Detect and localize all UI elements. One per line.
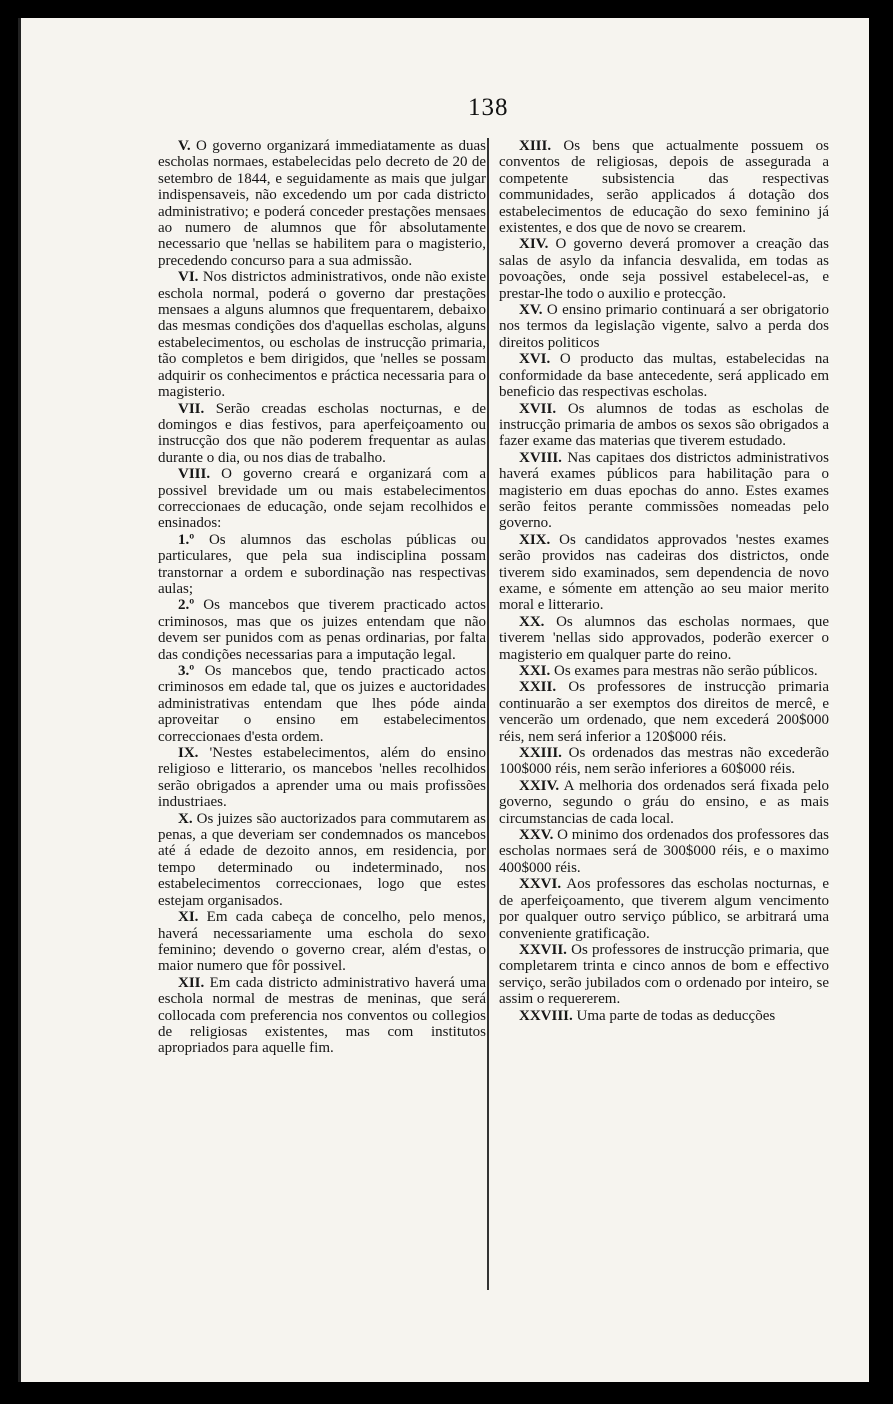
paragraph	[158, 269, 486, 400]
paragraph	[499, 876, 829, 942]
paragraph-text: Nas capitaes dos districtos administrativos haverá exames públicos para habilitação para o magisterio em duas epochas do anno. Estes exames serão feitos perante commissões nomeadas pelo governo.	[499, 449, 829, 532]
paragraph	[499, 663, 829, 679]
paragraph	[499, 302, 829, 351]
paragraph-text: Serão creadas escholas nocturnas, e de domingos e dias festivos, para aperfeiçoamento ou instrucção dos que não poderem frequentar as aulas durante o dia, ou nos dias de trabalho.	[158, 400, 486, 466]
paragraph-number: 3.º	[178, 663, 195, 679]
paragraph	[499, 614, 829, 663]
paragraph-text: Os alumnos de todas as escholas de instrucção primaria de ambos os sexos são obrigados a fazer exame das materias que tiverem estudado.	[499, 400, 829, 450]
paragraph	[158, 532, 486, 598]
paragraph-text: Os exames para mestras não serão públicos.	[550, 663, 818, 679]
paragraph-number: XVII.	[519, 400, 557, 417]
paragraph-number: XXIII.	[519, 745, 562, 762]
paragraph-text: Em cada districto administrativo haverá uma eschola normal de mestras de meninas, que será collocada com preferencia nos conventos ou collegios de religiosas existentes, mas com institutos apropriados para aquelle fim.	[158, 974, 486, 1057]
paragraph	[499, 351, 829, 400]
paragraph	[499, 532, 829, 614]
paragraph	[499, 778, 829, 827]
paragraph-text: Os bens que actualmente possuem os conventos de religiosas, depois de assegurada a competente subsistencia das respectivas communidades, serão applicados á dotação dos estabelecimentos de educação do sexo feminino já existentes, e dos que de novo se crearem.	[499, 138, 829, 237]
paragraph-number: XXVI.	[519, 876, 562, 893]
paragraph	[158, 401, 486, 467]
paragraph	[158, 663, 486, 745]
paragraph	[158, 466, 486, 532]
paragraph-text: Os juizes são auctorizados para commutarem as penas, a que deveriam ser condemnados os mancebos até á edade de dezoito annos, em residencia, por tempo determinado ou indeterminado, nos estabelecimentos correccionaes, logo que estes estejam organisados.	[158, 810, 486, 909]
paragraph-text: Em cada cabeça de concelho, pelo menos, haverá necessariamente uma eschola do sexo feminino; devendo o governo crear, além d'estas, o maior numero que fôr possivel.	[158, 909, 486, 975]
paragraph	[499, 1008, 829, 1024]
paragraph-number: XXII.	[519, 679, 557, 696]
paragraph-text: Os candidatos approvados 'nestes exames serão providos nas cadeiras dos districtos, onde tiverem sido examinados, sem dependencia de novo exame, e sómente em attenção ao seu maior merito moral e litterario.	[499, 531, 829, 614]
paragraph-number: XIII.	[519, 138, 552, 154]
paragraph	[499, 138, 829, 236]
paragraph-number: XIX.	[519, 531, 551, 548]
paragraph	[158, 745, 486, 811]
paragraph-number: XIV.	[519, 236, 549, 253]
paragraph-text: O governo organizará immediatamente as duas escholas normaes, estabelecidas pelo decreto de 20 de setembro de 1844, e seguidamente as mais que julgar indispensaveis, não excedendo um por cada districto administrativo; e poderá conceder prestações mensaes ao numero de alumnos que fôr absolutamente necessario que 'nellas se habilitem para o magisterio, precedendo concurso para a sua admissão.	[158, 138, 486, 269]
paragraph-number: V.	[178, 138, 191, 154]
right-column	[499, 138, 829, 1024]
paragraph-text: Os mancebos que, tendo practicado actos criminosos em edade tal, que os juizes e auctoridades administrativas entendam que lhes póde ainda aproveitar o ensino em estabelecimentos correccionaes d'esta ordem.	[158, 663, 486, 745]
paragraph-number: XXIV.	[519, 777, 560, 794]
paragraph-text: Os professores de instrucção primaria, que completarem trinta e cinco annos de bom e effectivo serviço, serão jubilados com o ordenado por inteiro, se assim o requererem.	[499, 941, 829, 1008]
paragraph-text: Os alumnos das escholas públicas ou particulares, que pela sua indisciplina possam transtornar a ordem e subordinação nas respectivas aulas;	[158, 531, 486, 597]
paragraph-number: X.	[178, 810, 193, 827]
paragraph-number: VI.	[178, 269, 199, 286]
paragraph	[158, 138, 486, 269]
paragraph	[499, 942, 829, 1008]
paragraph	[158, 909, 486, 975]
document-page	[18, 18, 869, 1382]
paragraph-text: A melhoria dos ordenados será fixada pelo governo, segundo o gráu do ensino, e as mais circumstancias de cada local.	[499, 777, 829, 827]
paragraph-number: XVIII.	[519, 449, 562, 466]
paragraph-text: Os professores de instrucção primaria continuarão a ser exemptos dos direitos de mercê, e vencerão um ordenado, que nem excederá 200$000 réis, nem será inferior a 120$000 réis.	[499, 679, 829, 745]
paragraph-text: Nos districtos administrativos, onde não existe eschola normal, poderá o governo dar prestações mensaes a alguns alumnos que frequentarem, debaixo das mesmas condições dos d'aquellas escholas, alguns estabelecimentos, ou escholas de instrucção primaria, tão completos e bem dirigidos, que 'nelles se possam adquirir os conhecimentos e práctica necessaria para o magisterio.	[158, 269, 486, 401]
paragraph	[499, 679, 829, 745]
paragraph	[158, 597, 486, 663]
paragraph-number: XI.	[178, 909, 199, 926]
paragraph-text: Os ordenados das mestras não excederão 100$000 réis, nem serão inferiores a 60$000 réis.	[499, 745, 829, 778]
paragraph	[499, 450, 829, 532]
paragraph-number: XV.	[519, 302, 543, 319]
paragraph-text: Uma parte de todas as deducções	[572, 1007, 776, 1024]
paragraph-number: XXI.	[519, 663, 551, 679]
paragraph-text: O governo deverá promover a creação das salas de asylo da infancia desvalida, em todas as povoações, onde seja possivel estabelecel-as, e prestar-lhe todo o auxilio e protecção.	[499, 236, 829, 302]
paragraph-text: Aos professores das escholas nocturnas, e de aperfeiçoamento, que tiverem algum vencimento por qualquer outro serviço público, se arbitrará uma conveniente gratificação.	[499, 876, 829, 942]
paragraph-number: 2.º	[178, 597, 195, 614]
paragraph-number: XVI.	[519, 351, 551, 368]
paragraph-text: 'Nestes estabelecimentos, além do ensino religioso e litterario, os mancebos 'nelles recolhidos serão obrigados a aprender uma ou mais profissões industriaes.	[158, 745, 486, 811]
page-number: 138	[468, 94, 509, 121]
paragraph	[499, 401, 829, 450]
left-column	[158, 138, 486, 1057]
paragraph-text: Os mancebos que tiverem practicado actos criminosos, mas que os juizes entendam que não devem ser punidos com as penas ordinarias, por falta das condições necessarias para a imputação legal.	[158, 597, 486, 663]
paragraph-number: XXVII.	[519, 941, 567, 958]
paragraph-number: VIII.	[178, 466, 211, 483]
paragraph	[158, 975, 486, 1057]
column-divider	[487, 138, 489, 1290]
paragraph-text: O producto das multas, estabelecidas na conformidade da base antecedente, será applicado em beneficio das respectivas escholas.	[499, 351, 829, 401]
paragraph	[499, 745, 829, 778]
paragraph-text: O ensino primario continuará a ser obrigatorio nos termos da legislação vigente, salvo a perda dos direitos politicos	[499, 302, 829, 351]
paragraph	[158, 811, 486, 909]
paragraph	[499, 827, 829, 876]
paragraph-text: O minimo dos ordenados dos professores das escholas normaes será de 300$000 réis, e o maximo 400$000 réis.	[499, 827, 829, 876]
paragraph-text: Os alumnos das escholas normaes, que tiverem 'nellas sido approvados, poderão exercer o magisterio em qualquer parte do reino.	[499, 613, 829, 663]
paragraph-number: VII.	[178, 400, 205, 417]
paragraph-number: XX.	[519, 613, 545, 630]
paragraph	[499, 236, 829, 302]
paragraph-number: XXVIII.	[519, 1007, 573, 1024]
paragraph-number: XXV.	[519, 827, 554, 844]
paragraph-number: IX.	[178, 745, 199, 762]
paragraph-number: 1.º	[178, 531, 195, 548]
paragraph-text: O governo creará e organizará com a possivel brevidade um ou mais estabelecimentos correccionaes de educação, onde sejam recolhidos e ensinados:	[158, 466, 486, 532]
paragraph-number: XII.	[178, 974, 205, 991]
